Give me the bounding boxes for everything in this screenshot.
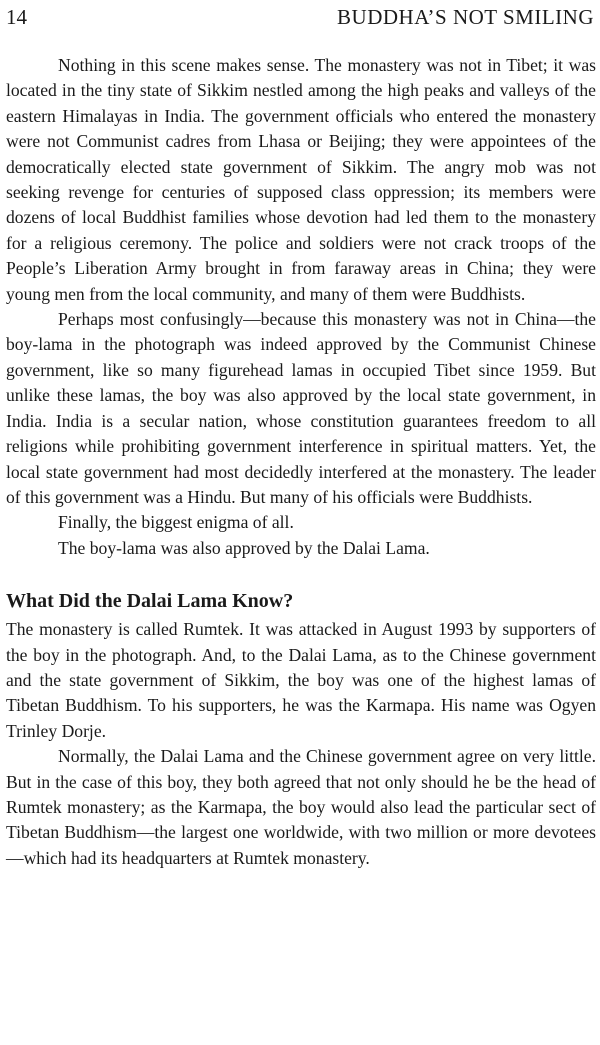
paragraph-confusingly: Perhaps most confusingly—because this monastery was not in China—the boy-lama in the photograph was indeed approved by the Communist Chinese government, like so many figurehead lamas in occupied Tibet since 1959. But unlike these lamas, the boy was also approved by the local state government, in India. India is a secular nation, whose constitution guarantees freedom to all religions while prohibiting government interference in spiritual matters. Yet, the local state government had most decidedly interfered at the monastery. The leader of this government was a Hindu. But many of his officials were Buddhists. <box>6 309 596 507</box>
running-title: BUDDHA’S NOT SMILING <box>337 5 594 29</box>
paragraph-dalai-lama-approval: The boy-lama was also approved by the Dalai Lama. <box>58 537 430 558</box>
running-head <box>6 4 594 30</box>
body-text <box>6 53 596 871</box>
page-number: 14 <box>6 5 27 29</box>
paragraph-scene: Nothing in this scene makes sense. The monastery was not in Tibet; it was located in the tiny state of Sikkim nestled among the high peaks and valleys of the eastern Himalayas in India. The government officials who entered the monastery were not Communist cadres from Lhasa or Beijing; they were appointees of the democratically elected state government of Sikkim. The angry mob was not seeking revenge for centuries of supposed class oppression; its members were dozens of local Buddhist families whose devotion had led them to the monastery for a religious ceremony. The police and soldiers were not crack troops of the People’s Liberation Army brought in from faraway areas in China; they were young men from the local community, and many of them were Buddhists. <box>6 55 596 304</box>
paragraph-rumtek: The monastery is called Rumtek. It was attacked in August 1993 by supporters of the boy in the photograph. And, to the Dalai Lama, as to the Chinese government and the state government of Sikkim, the boy was one of the highest lamas of Tibetan Buddhism. To his supporters, he was the Karmapa. His name was Ogyen Trinley Dorje. <box>6 619 596 741</box>
paragraph-enigma: Finally, the biggest enigma of all. <box>58 512 294 533</box>
section-heading: What Did the Dalai Lama Know? <box>6 590 294 613</box>
paragraph-agreement: Normally, the Dalai Lama and the Chinese government agree on very little. But in the case of this boy, they both agreed that not only should he be the head of Rumtek monastery; as the Karmapa, the boy would also lead the particular sect of Tibetan Buddhism—the largest one worldwide, with two million or more devotees—which had its headquarters at Rumtek monastery. <box>6 746 596 868</box>
